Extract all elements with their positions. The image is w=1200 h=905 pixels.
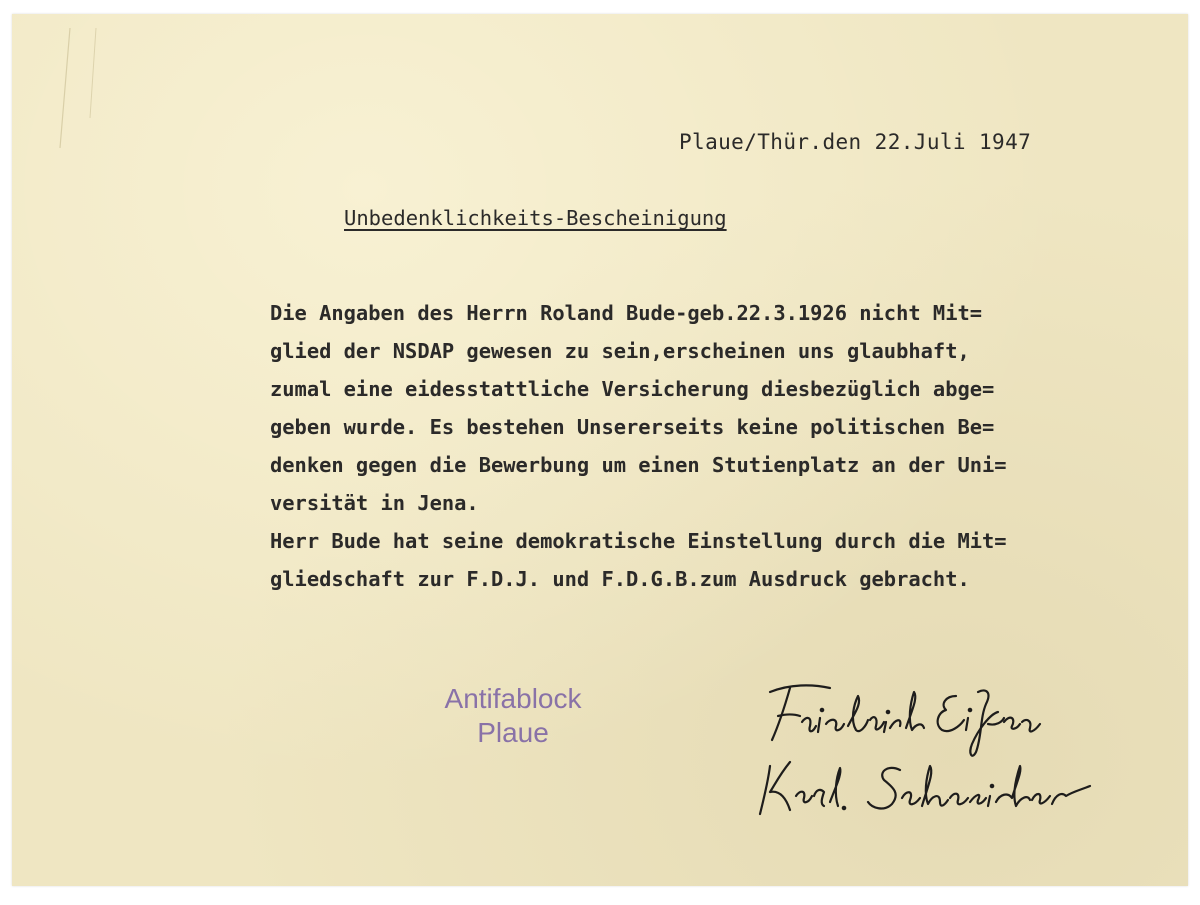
signature-friedrich: [770, 685, 1040, 755]
body-line: Die Angaben des Herrn Roland Bude-geb.22.3.1926 nicht Mit=: [270, 301, 983, 325]
body-line: versität in Jena.: [270, 491, 479, 515]
handwritten-signatures: [750, 674, 1110, 824]
antifablock-stamp: [393, 682, 633, 750]
stamp-line-2: Plaue: [477, 717, 549, 748]
body-line: geben wurde. Es bestehen Unsererseits keine politischen Be=: [270, 415, 995, 439]
document-title: Unbedenklichkeits-Bescheinigung: [344, 206, 727, 230]
paper-crease-marks: [52, 28, 112, 168]
signature-karl: [760, 762, 1090, 814]
stamp-line-1: Antifablock: [444, 683, 582, 714]
body-line: Herr Bude hat seine demokratische Einstellung durch die Mit=: [270, 529, 1007, 553]
body-line: gliedschaft zur F.D.J. und F.D.G.B.zum Ausdruck gebracht.: [270, 567, 970, 591]
document-paper: [12, 14, 1188, 886]
body-line: glied der NSDAP gewesen zu sein,erscheinen uns glaubhaft,: [270, 339, 970, 363]
body-text: [270, 294, 1190, 598]
dateline: Plaue/Thür.den 22.Juli 1947: [679, 130, 1032, 154]
body-line: zumal eine eidesstattliche Versicherung diesbezüglich abge=: [270, 377, 995, 401]
body-line: denken gegen die Bewerbung um einen Stutienplatz an der Uni=: [270, 453, 1007, 477]
